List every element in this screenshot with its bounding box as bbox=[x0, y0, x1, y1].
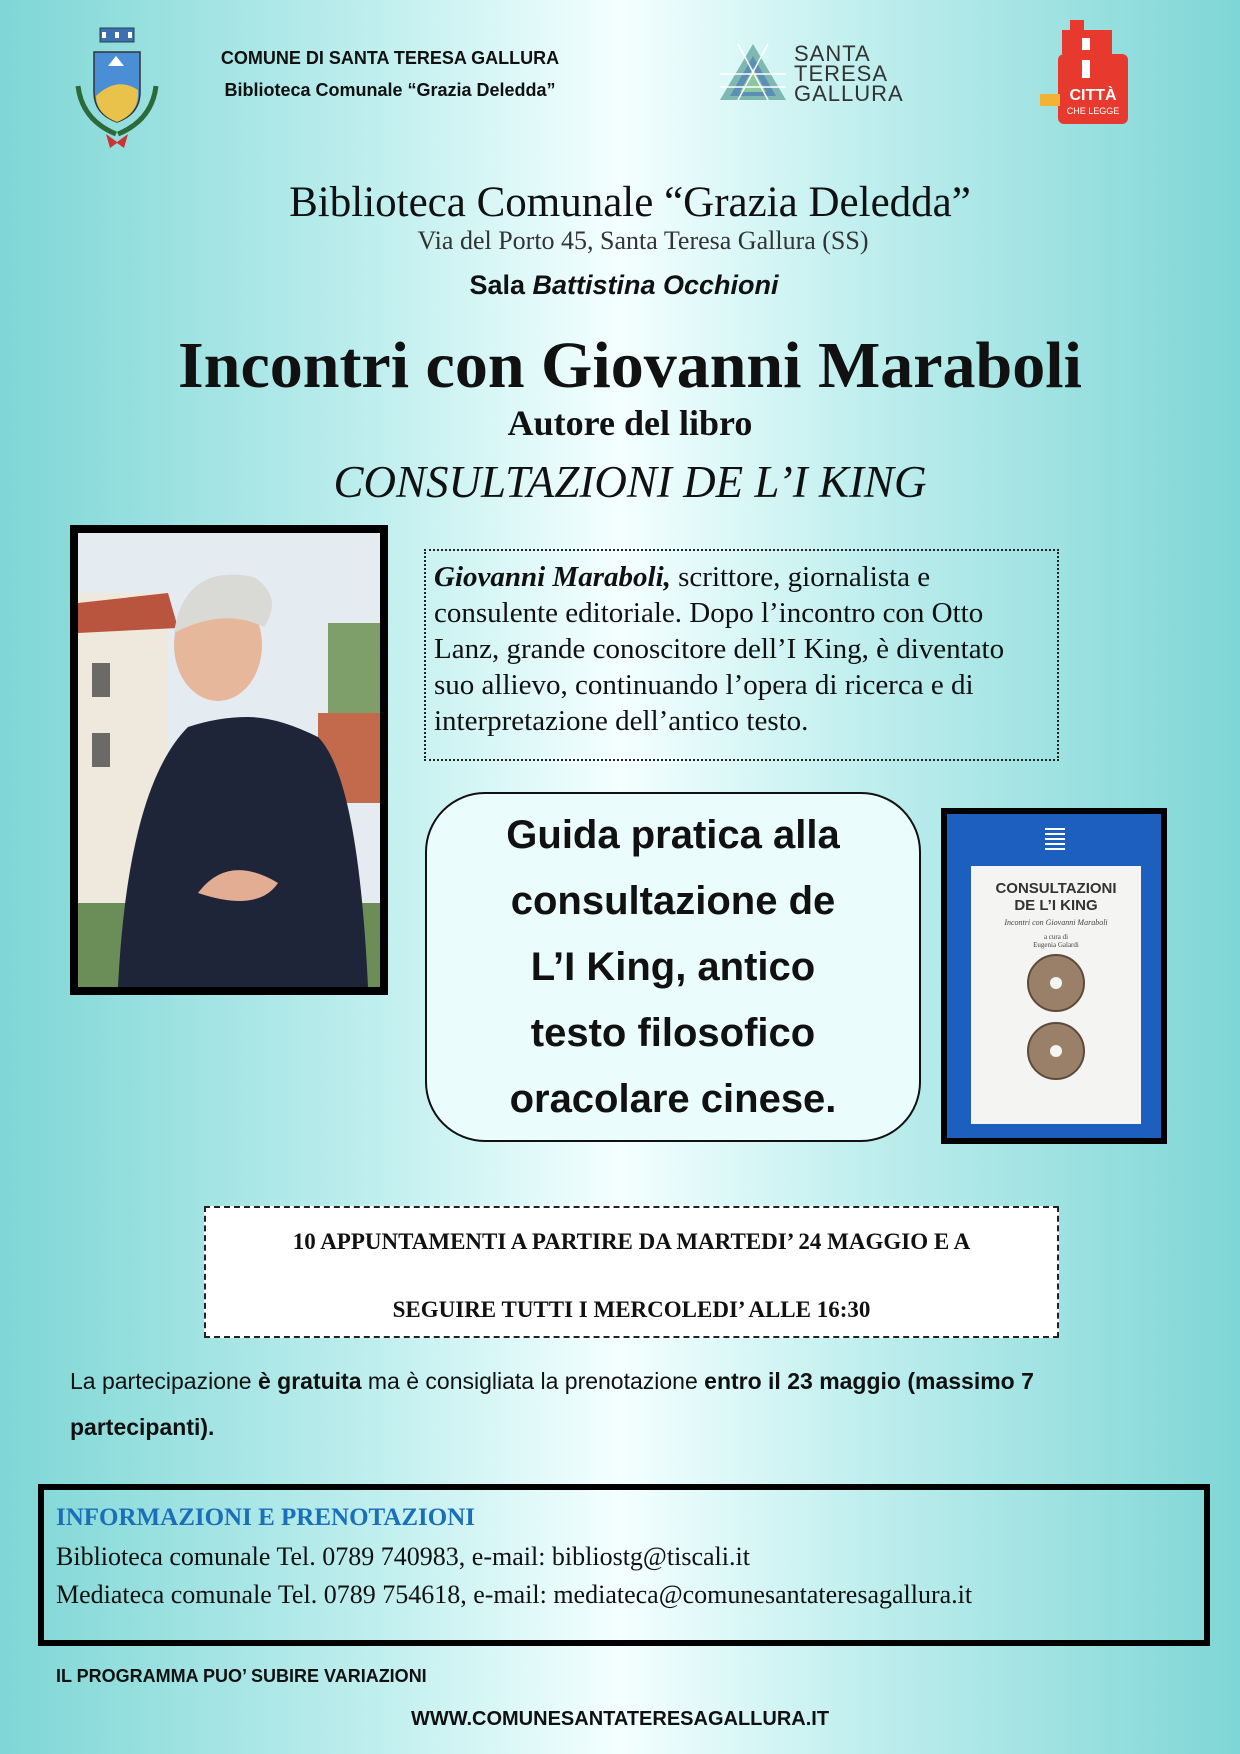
sala-name bbox=[0, 270, 1240, 301]
participation-text: ma è consigliata la prenotazione bbox=[361, 1368, 705, 1394]
coins-icon bbox=[971, 949, 1141, 1099]
guide-line: Guida pratica alla bbox=[506, 813, 840, 857]
logo-word-santa: SANTA bbox=[794, 41, 871, 66]
event-title: Incontri con Giovanni Maraboli bbox=[178, 329, 1082, 402]
guide-line: L’I King, antico bbox=[530, 945, 816, 989]
info-mediateca-contact: Mediateca comunale Tel. 0789 754618, e-mail: mediateca@comunesantateresagallura.it bbox=[56, 1580, 973, 1609]
guide-line: oracolare cinese. bbox=[509, 1077, 837, 1121]
hexagram-icon bbox=[1045, 828, 1065, 852]
participation-free: è gratuita bbox=[257, 1368, 362, 1394]
schedule-line: 10 APPUNTAMENTI A PARTIRE DA MARTEDI’ 24 MAGGIO E A bbox=[292, 1229, 971, 1254]
author-bio bbox=[424, 549, 1059, 761]
info-title: INFORMAZIONI E PRENOTAZIONI bbox=[56, 1504, 476, 1531]
santa-teresa-gallura-logo bbox=[718, 42, 928, 106]
citta-logo-text: CITTÀ bbox=[1069, 87, 1117, 104]
citta-logo-subtext: CHE LEGGE bbox=[1066, 106, 1120, 116]
municipality-name: COMUNE DI SANTA TERESA GALLURA bbox=[220, 48, 560, 68]
sala-person-name: Battistina Occhioni bbox=[532, 270, 779, 300]
santa-teresa-gallura-wordmark bbox=[794, 41, 904, 106]
municipality-header bbox=[180, 42, 600, 106]
schedule-line: SEGUIRE TUTTI I MERCOLEDI’ ALLE 16:30 bbox=[392, 1297, 871, 1322]
author-photo bbox=[70, 525, 388, 995]
book-cover-label bbox=[971, 866, 1141, 1124]
cover-title-line: CONSULTAZIONI bbox=[995, 880, 1117, 897]
cover-editor-name: Eugenia Galardi bbox=[1033, 941, 1079, 949]
guide-line: testo filosofico bbox=[530, 1011, 816, 1055]
book-cover-image bbox=[941, 808, 1167, 1144]
library-name-header: Biblioteca Comunale “Grazia Deledda” bbox=[224, 80, 556, 100]
info-library-contact: Biblioteca comunale Tel. 0789 740983, e-mail: bibliostg@tiscali.it bbox=[56, 1542, 750, 1571]
guide-line: consultazione de bbox=[510, 879, 836, 923]
library-title: Biblioteca Comunale “Grazia Deledda” bbox=[289, 179, 971, 226]
author-name: Giovanni Maraboli, bbox=[434, 561, 671, 593]
cover-editor-label: a cura di bbox=[1043, 933, 1069, 941]
event-subtitle: Autore del libro bbox=[507, 403, 753, 443]
cover-title-line: DE L’I KING bbox=[1014, 897, 1098, 914]
website-url: WWW.COMUNESANTATERESAGALLURA.IT bbox=[410, 1708, 830, 1730]
citta-che-legge-logo bbox=[1038, 20, 1142, 130]
municipal-crest-logo bbox=[72, 26, 162, 152]
program-disclaimer: IL PROGRAMMA PUO’ SUBIRE VARIAZIONI bbox=[56, 1666, 427, 1686]
library-address: Via del Porto 45, Santa Teresa Gallura (SS) bbox=[417, 226, 869, 255]
book-title: CONSULTAZIONI DE L’I KING bbox=[333, 457, 927, 507]
participation-text: La partecipazione bbox=[70, 1368, 258, 1394]
participation-note bbox=[70, 1358, 1130, 1450]
logo-word-teresa: TERESA bbox=[794, 61, 889, 86]
participation-deadline: entro il 23 maggio (massimo 7 partecipanti). bbox=[70, 1368, 1034, 1440]
sala-prefix: Sala bbox=[469, 270, 533, 300]
info-box bbox=[38, 1484, 1210, 1646]
logo-word-gallura: GALLURA bbox=[794, 81, 904, 106]
cover-subtitle: Incontri con Giovanni Maraboli bbox=[1004, 918, 1108, 927]
author-bio-text: scrittore, giornalista e consulente editoriale. Dopo l’incontro con Otto Lanz, grande conoscitore dell’I King, è diventato suo allievo, continuando l’opera di ricerca e di interpretazione dell’antico testo. bbox=[434, 561, 1005, 737]
guide-description-box bbox=[425, 792, 921, 1142]
schedule-box bbox=[204, 1206, 1059, 1338]
